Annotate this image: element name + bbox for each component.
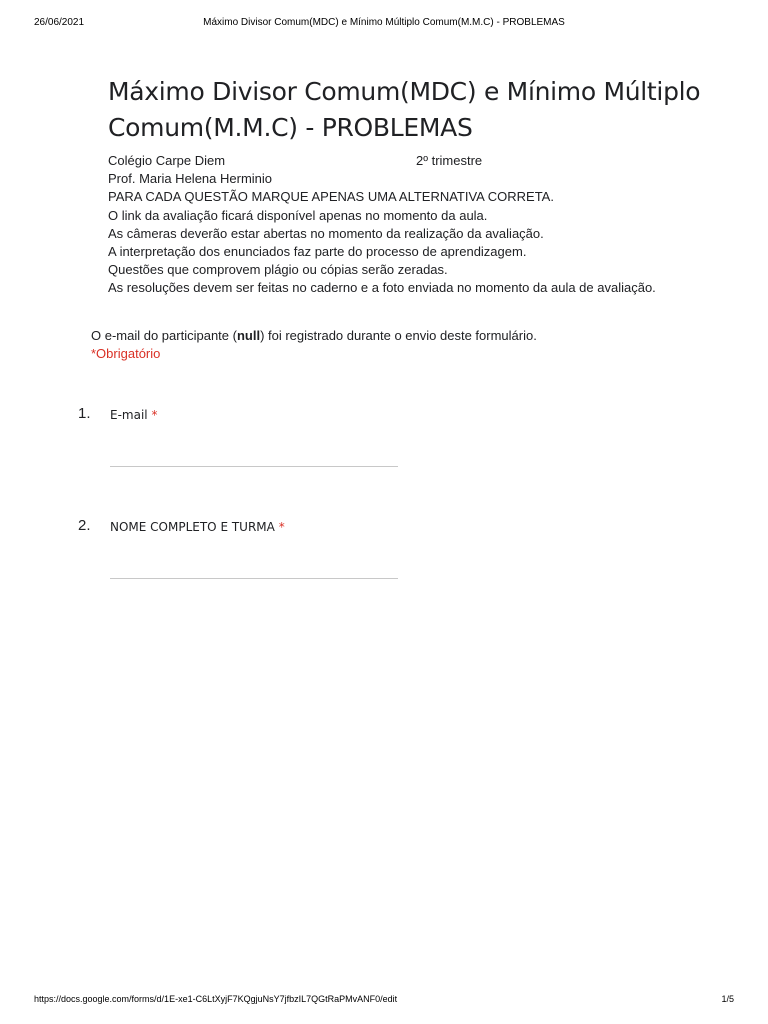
form-title: Máximo Divisor Comum(MDC) e Mínimo Múltiplo Comum(M.M.C) - PROBLEMAS xyxy=(108,77,701,142)
required-note: *Obrigatório xyxy=(91,346,161,361)
instruction-line: A interpretação dos enunciados faz parte do processo de aprendizagem. xyxy=(108,244,527,260)
question-label xyxy=(110,408,157,422)
instruction-line: O link da avaliação ficará disponível apenas no momento da aula. xyxy=(108,207,488,223)
print-header xyxy=(0,17,768,31)
question-number: 1. xyxy=(78,405,91,422)
instruction-line: As câmeras deverão estar abertas no momento da realização da avaliação. xyxy=(108,225,544,241)
question-number: 2. xyxy=(78,517,91,534)
form-description xyxy=(108,152,668,298)
instruction-line: As resoluções devem ser feitas no caderno e a foto enviada no momento da aula de avaliação. xyxy=(108,280,656,296)
instruction-line: Questões que comprovem plágio ou cópias serão zeradas. xyxy=(108,262,448,278)
email-note-suffix: ) foi registrado durante o envio deste formulário. xyxy=(260,328,537,343)
print-date: 26/06/2021 xyxy=(34,17,85,28)
print-footer xyxy=(0,994,768,1008)
page-number: 1/5 xyxy=(721,994,734,1004)
school-row xyxy=(108,152,668,170)
required-asterisk: * xyxy=(278,520,285,534)
instruction-line: PARA CADA QUESTÃO MARQUE APENAS UMA ALTERNATIVA CORRETA. xyxy=(108,189,554,205)
teacher-name: Prof. Maria Helena Herminio xyxy=(108,171,273,187)
email-registered-note xyxy=(91,327,537,345)
required-asterisk: * xyxy=(151,408,158,422)
school-name: Colégio Carpe Diem xyxy=(108,153,226,168)
print-document-title: Máximo Divisor Comum(MDC) e Mínimo Múltiplo Comum(M.M.C) - PROBLEMAS xyxy=(203,17,565,28)
question-label-text: E-mail xyxy=(110,408,148,422)
question-label xyxy=(110,520,285,534)
email-note-prefix: O e-mail do participante ( xyxy=(91,328,237,343)
question-label-text: NOME COMPLETO E TURMA xyxy=(110,520,275,534)
term-label: 2º trimestre xyxy=(416,153,483,168)
email-note-value: null xyxy=(236,328,261,343)
email-answer-field[interactable] xyxy=(110,466,398,467)
full-name-answer-field[interactable] xyxy=(110,578,398,579)
print-url: https://docs.google.com/forms/d/1E-xe1-C6LtXyjF7KQgjuNsY7jfbzIL7QGtRaPMvANF0/edit xyxy=(34,994,398,1004)
